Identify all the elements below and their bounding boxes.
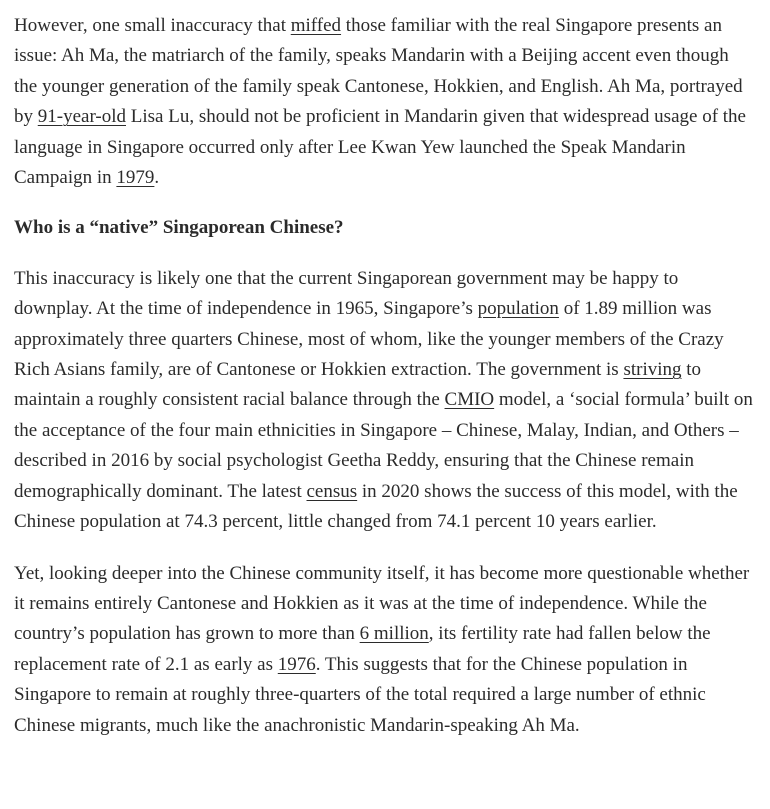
link-cmio[interactable]: CMIO bbox=[444, 389, 495, 411]
link-1979[interactable]: 1979 bbox=[116, 167, 155, 189]
paragraph-chinese-community bbox=[14, 559, 754, 741]
paragraph-text: of 1.89 million was approximately three quarters Chinese, most of whom, like the younger members of the Crazy Rich Asians family, are of Cantonese or Hokkien extraction. The government is bbox=[14, 298, 724, 381]
paragraph-text: . bbox=[154, 167, 160, 189]
link-91-year-old[interactable]: 91-year-old bbox=[37, 106, 126, 128]
paragraph-text: . This suggests that for the Chinese population in Singapore to remain at roughly three-quarters of the total required a large number of ethnic Chinese migrants, much like the anachronistic Mandarin-speaking Ah Ma. bbox=[14, 653, 706, 736]
link-striving[interactable]: striving bbox=[623, 359, 682, 381]
paragraph-text: in 2020 shows the success of this model, with the Chinese population at 74.3 percent, little changed from 74.1 percent 10 years earlier. bbox=[14, 480, 738, 533]
paragraph-text: those familiar with the real Singapore presents an issue: Ah Ma, the matriarch of the family, speaks Mandarin with a Beijing accent even though the younger generation of the family speak Cantonese, Hokkien, and English. Ah Ma, portrayed by bbox=[14, 15, 743, 128]
paragraph-text: Yet, looking deeper into the Chinese community itself, it has become more questionable whether it remains entirely Cantonese and Hokkien as it was at the time of independence. While the country’s population has grown to more than bbox=[14, 562, 750, 645]
paragraph-government-downplay bbox=[14, 264, 754, 538]
link-1976[interactable]: 1976 bbox=[277, 653, 316, 675]
article-body bbox=[14, 11, 754, 741]
link-population[interactable]: population bbox=[477, 298, 559, 320]
paragraph-text: model, a ‘social formula’ built on the acceptance of the four main ethnicities in Singapore – Chinese, Malay, Indian, and Others – described in 2016 by social psychologist Geetha Reddy, ensuring that the Chinese remain demographically dominant. The latest bbox=[14, 389, 753, 502]
link-census[interactable]: census bbox=[306, 480, 358, 502]
paragraph-text: However, one small inaccuracy that bbox=[14, 15, 291, 36]
paragraph-ah-ma-inaccuracy bbox=[14, 11, 754, 193]
section-heading: Who is a “native” Singaporean Chinese? bbox=[14, 217, 344, 239]
paragraph-text: to maintain a roughly consistent racial balance through the bbox=[14, 359, 702, 411]
paragraph-text: This inaccuracy is likely one that the current Singaporean government may be happy to downplay. At the time of independence in 1965, Singapore’s bbox=[14, 267, 679, 320]
link-6-million[interactable]: 6 million bbox=[359, 623, 429, 645]
paragraph-text: , its fertility rate had fallen below the replacement rate of 2.1 as early as bbox=[14, 623, 711, 675]
link-miffed[interactable]: miffed bbox=[290, 15, 342, 36]
paragraph-text: Lisa Lu, should not be proficient in Mandarin given that widespread usage of the language in Singapore occurred only after Lee Kwan Yew launched the Speak Mandarin Campaign in bbox=[14, 106, 746, 189]
